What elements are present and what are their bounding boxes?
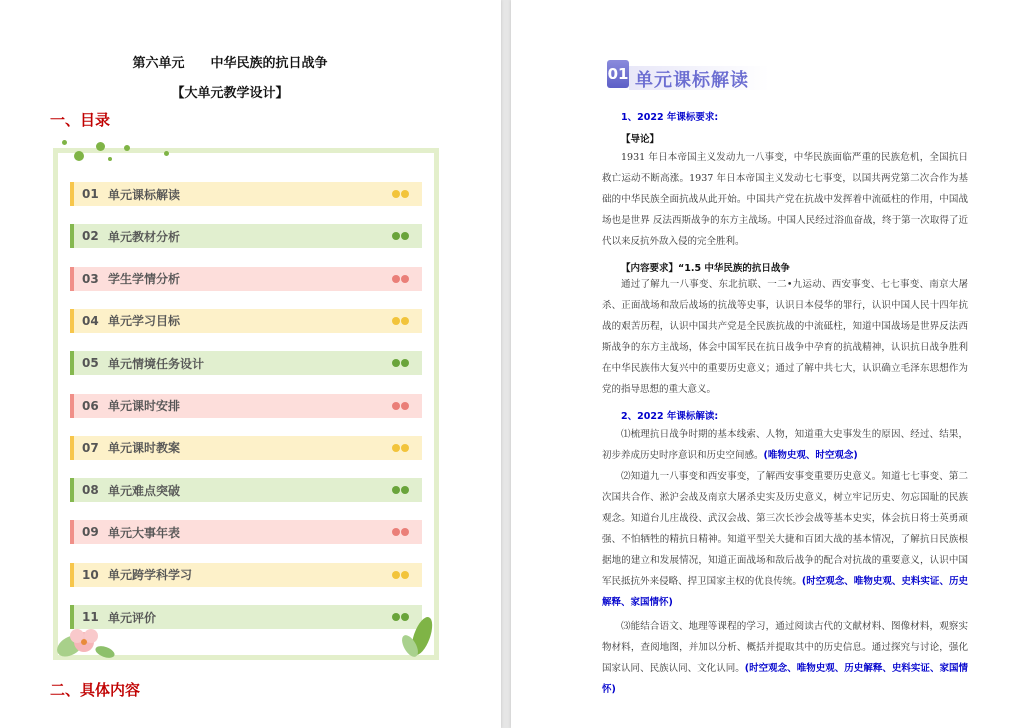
- decor-dot: [74, 151, 84, 161]
- toc-item[interactable]: [70, 224, 422, 248]
- toc-item[interactable]: [70, 563, 422, 587]
- paragraph-interpretation-1: [602, 424, 968, 466]
- toc-item-number: 09: [82, 525, 99, 540]
- heading-content-requirements: 【内容要求】“1.5 中华民族的抗日战争: [621, 263, 790, 274]
- section-heading-content: 二、具体内容: [50, 681, 141, 699]
- toc-dots-icon: [392, 190, 410, 199]
- toc-item[interactable]: [70, 478, 422, 502]
- paragraph-interpretation-3: [602, 616, 968, 700]
- toc-dots-icon: [392, 232, 410, 241]
- heading-curriculum-requirements: 1、2022 年课标要求:: [621, 112, 719, 123]
- toc-item-number: 03: [82, 271, 99, 286]
- toc-dots-icon: [392, 402, 410, 411]
- toc-dots-icon: [392, 528, 410, 537]
- paragraph-interpretation-2: [602, 466, 968, 613]
- toc-dots-icon: [392, 275, 410, 284]
- toc-item-number: 01: [82, 187, 99, 201]
- toc-item-label: 单元课时教案: [108, 441, 181, 456]
- unit-title: 第六单元 中华民族的抗日战争: [132, 56, 328, 71]
- toc-item-label: 单元课时安排: [108, 399, 181, 413]
- leaf-decoration-icon: [398, 612, 443, 662]
- toc-item-label: 学生学情分析: [108, 272, 181, 287]
- heading-curriculum-interpretation: 2、2022 年课标解读:: [621, 411, 719, 422]
- banner-number-badge: 01: [607, 60, 629, 88]
- paragraph-content-requirements: 通过了解九一八事变、东北抗联、一二•九运动、西安事变、七七事变、南京大屠杀、正面战场和敌后战场的抗战等史事，认识日本侵华的罪行，认识中国人民十四年抗战的艰苦历程，认识中国共产党是全民族抗战的中流砥柱，知道中国战场是世界反法西斯战争的东方主战场，体会中国军民在抗日战争中孕育的抗战精神，认识抗日战争胜利在中华民族伟大复兴中的重要历史意义；通过了解中共七大，认识确立毛泽东思想作为党的指导思想的重大意义。: [602, 279, 968, 395]
- toc-item[interactable]: [70, 605, 422, 629]
- toc-item-label: 单元跨学科学习: [108, 568, 193, 583]
- flower-decoration-icon: [50, 612, 120, 662]
- para2-text: ⑵知道九一八事变和西安事变，了解西安事变重要历史意义。知道七七事变、第二次国共合作、淞沪会战及南京大屠杀史实及历史意义，树立牢记历史、勿忘国耻的民族观念。知道台儿庄战役、武汉会战、第三次长沙会战等基本史实，体会抗日将士英勇顽强、不怕牺牲的精抗日精神。知道平型关大捷和百团大战的基本情况，了解抗日民族根据地的建立和发展情况，知道正面战场和敌后战争的配合对抗战的重要意义，认识中国军民抵抗外来侵略、捍卫国家主权的优良传统。: [602, 471, 968, 587]
- para1-literacy-tags: (唯物史观、时空观念): [763, 450, 858, 461]
- para1-text: ⑴梳理抗日战争时期的基本线索、人物，知道重大史事发生的原因、经过、结果，初步养成历史时序意识和历史空间感。: [602, 429, 968, 461]
- toc-item[interactable]: [70, 267, 422, 291]
- toc-item-label: 单元学习目标: [108, 314, 181, 329]
- toc-item-number: 11: [82, 610, 99, 624]
- para2-literacy-tags: (时空观念、唯物史观、史料实证、历史解释、家国情怀): [602, 576, 968, 608]
- toc-item-number: 08: [82, 483, 99, 498]
- toc-dots-icon: [392, 359, 410, 368]
- para3-text: ⑶能结合语文、地理等课程的学习，通过阅读古代的文献材料、图像材料，观察实物材料，查阅地图，并加以分析、概括并提取其中的历史信息。通过探究与讨论，强化国家认同、民族认同、文化认同。: [602, 621, 968, 674]
- toc-dots-icon: [392, 571, 410, 580]
- toc-item-label: 单元课标解读: [108, 187, 181, 202]
- document-page-right: [511, 0, 1029, 728]
- decor-dot: [164, 151, 169, 156]
- heading-introduction: 【导论】: [621, 134, 660, 145]
- decor-dot: [124, 145, 130, 151]
- toc-item[interactable]: [70, 436, 422, 460]
- document-page-left: [0, 0, 501, 728]
- toc-item[interactable]: [70, 394, 422, 418]
- toc-dots-icon: [392, 486, 410, 495]
- toc-item-label: 单元评价: [108, 610, 157, 625]
- para3-literacy-tags: (时空观念、唯物史观、历史解释、史料实证、家国情怀): [602, 663, 968, 695]
- toc-item-number: 05: [82, 356, 99, 371]
- banner-title: 单元课标解读: [635, 70, 749, 91]
- toc-item[interactable]: [70, 182, 422, 206]
- decor-dot: [96, 142, 105, 151]
- toc-item-number: 02: [82, 229, 99, 244]
- toc-item[interactable]: [70, 309, 422, 333]
- decor-dot: [108, 157, 112, 161]
- toc-item-number: 10: [82, 567, 99, 582]
- toc-item-number: 04: [82, 313, 99, 328]
- toc-item-number: 07: [82, 440, 99, 455]
- toc-dots-icon: [392, 317, 410, 326]
- toc-item[interactable]: [70, 351, 422, 375]
- toc-item-label: 单元情境任务设计: [108, 356, 205, 371]
- toc-item-number: 06: [82, 398, 99, 413]
- toc-item-label: 单元大事年表: [108, 525, 181, 540]
- decor-dot: [62, 140, 67, 145]
- toc-item[interactable]: [70, 520, 422, 544]
- section-heading-contents: 一、目录: [50, 111, 111, 129]
- toc-item-label: 单元教材分析: [108, 229, 181, 244]
- toc-item-label: 单元难点突破: [108, 483, 181, 498]
- design-subtitle: 【大单元教学设计】: [171, 86, 289, 101]
- paragraph-introduction: 1931 年日本帝国主义发动九一八事变，中华民族面临严重的民族危机，全国抗日救亡运动不断高涨。1937 年日本帝国主义发动七七事变，以国共两党第二次合作为基础的中华民族全面抗战从此开始。中国共产党在抗战中发挥着中流砥柱的作用，中国战场也是世界 反法西斯战争的东方主战场。中国人民经过浴血奋战，终于第一次取得了近代以来反抗外敌入侵的完全胜利。: [602, 152, 968, 247]
- toc-dots-icon: [392, 444, 410, 453]
